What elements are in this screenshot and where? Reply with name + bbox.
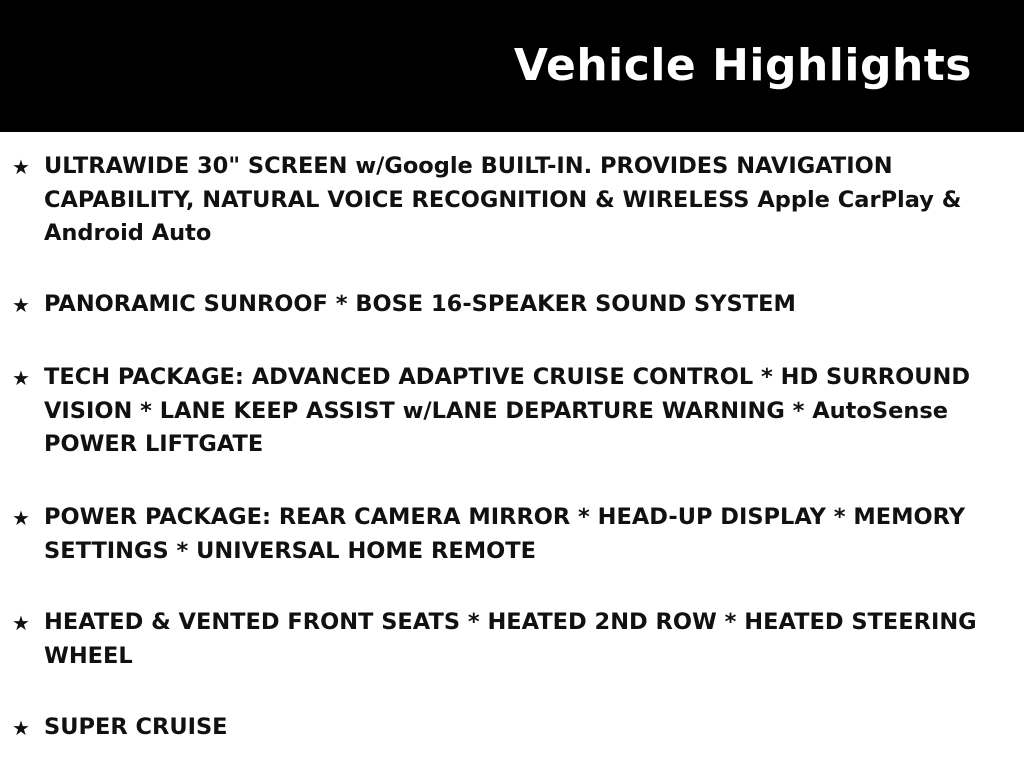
star-icon: ★ (12, 506, 30, 530)
star-icon: ★ (12, 366, 30, 390)
highlight-text: HEATED & VENTED FRONT SEATS * HEATED 2ND ROW * HEATED STEERING WHEEL (44, 609, 977, 669)
highlight-text: PANORAMIC SUNROOF * BOSE 16-SPEAKER SOUND SYSTEM (44, 291, 796, 317)
highlight-text: TECH PACKAGE: ADVANCED ADAPTIVE CRUISE CONTROL * HD SURROUND VISION * LANE KEEP ASSIST w/LANE DEPARTURE WARNING * AutoSense POWER LIFTGATE (44, 364, 971, 457)
star-icon: ★ (12, 716, 30, 740)
header-bar (0, 0, 1024, 132)
star-icon: ★ (12, 293, 30, 317)
star-icon: ★ (12, 155, 30, 179)
highlight-text: SUPER CRUISE (44, 714, 228, 740)
page-title: Vehicle Highlights (513, 40, 972, 91)
highlight-text: ULTRAWIDE 30" SCREEN w/Google BUILT-IN. PROVIDES NAVIGATION CAPABILITY, NATURAL VOICE RECOGNITION & WIRELESS Apple CarPlay & Android Auto (44, 153, 962, 246)
star-icon: ★ (12, 611, 30, 635)
highlight-text: POWER PACKAGE: REAR CAMERA MIRROR * HEAD-UP DISPLAY * MEMORY SETTINGS * UNIVERSAL HOME REMOTE (44, 504, 966, 564)
